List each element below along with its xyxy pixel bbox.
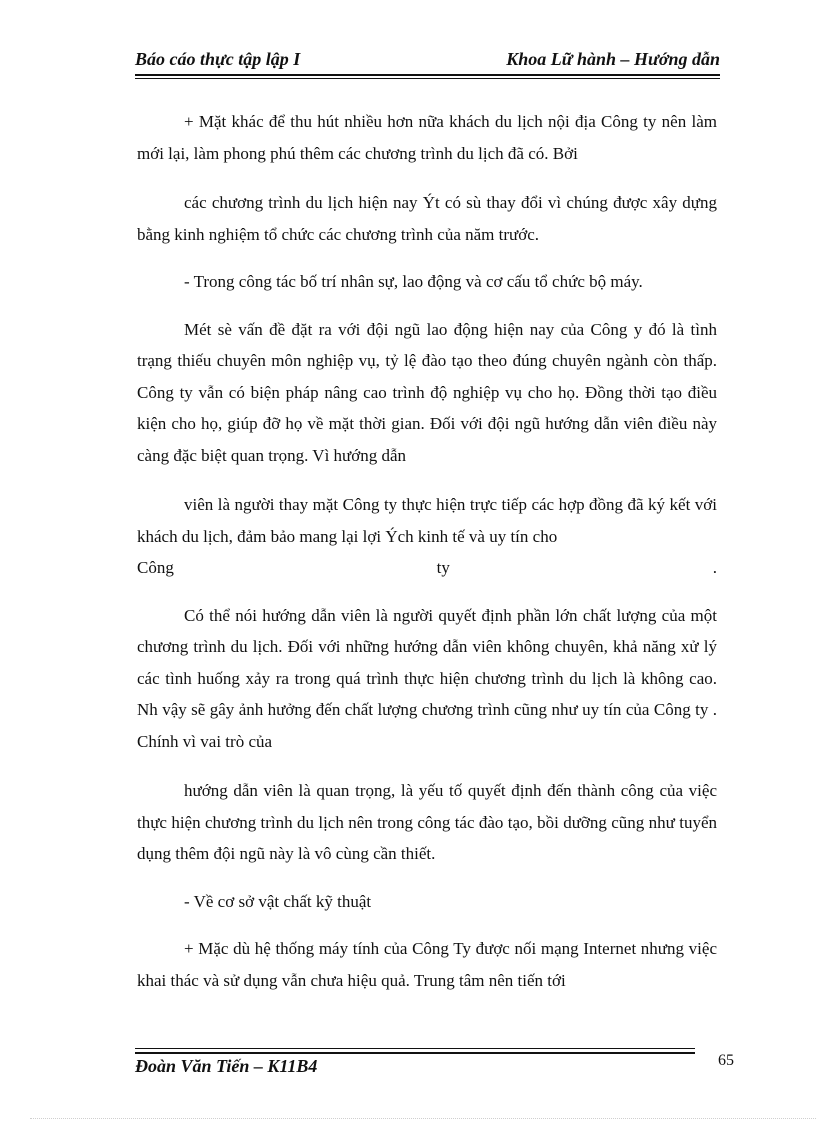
footer-author: Đoàn Văn Tiến – K11B4 xyxy=(135,1056,318,1076)
page-edge-divider xyxy=(30,1118,816,1120)
paragraph: các chương trình du lịch hiện nay Ýt có sù thay đổi vì chúng được xây dựng bằng kinh nghiệm tổ chức các chương trình của năm trước. xyxy=(137,193,717,244)
page-header xyxy=(135,49,720,73)
paragraph: hướng dẫn viên là quan trọng, là yếu tố quyết định đến thành công của việc thực hiện chương trình du lịch nên trong công tác đào tạo, bồi dưỡng cũng như tuyển dụng thêm đội ngũ này là vô cùng cần thiết. xyxy=(137,781,717,863)
paragraph: - Trong công tác bố trí nhân sự, lao động và cơ cấu tổ chức bộ máy. xyxy=(184,272,643,291)
paragraph: + Mặc dù hệ thống máy tính của Công Ty được nối mạng Internet nhưng việc khai thác và sử dụng vẫn chưa hiệu quả. Trung tâm nên tiến tới xyxy=(137,939,717,990)
paragraph: Có thể nói hướng dẫn viên là người quyết định phần lớn chất lượng của một chương trình du lịch. Đối với những hướng dẫn viên không chuyên, khả năng xử lý các tình huống xảy ra trong quá trình thực hiện chương trình du lịch là không cao. Nh vậy sẽ gây ảnh hưởng đến chất lượng chương trình cũng như uy tín của Công ty . Chính vì vai trò của xyxy=(137,605,717,751)
paragraph: - Về cơ sở vật chất kỹ thuật xyxy=(184,891,372,911)
paragraph: + Mặt khác để thu hút nhiều hơn nữa khách du lịch nội địa Công ty nên làm mới lại, làm phong phú thêm các chương trình du lịch đã có. Bởi xyxy=(137,112,717,163)
tail-word: ty xyxy=(436,558,450,577)
header-rule xyxy=(135,74,720,76)
header-report-title: Báo cáo thực tập lập I xyxy=(135,49,301,69)
footer-rule xyxy=(135,1052,695,1054)
document-body xyxy=(137,106,717,996)
paragraph: viên là người thay mặt Công ty thực hiện trực tiếp các hợp đồng đã ký kết với khách du lịch, đảm bảo mang lại lợi Ých kinh tế và uy tín cho xyxy=(137,495,717,546)
tail-word: . xyxy=(712,558,717,577)
footer-rule-thin xyxy=(135,1048,695,1049)
page-number: 65 xyxy=(718,1052,734,1069)
header-department: Khoa Lữ hành – Hướng dẫn xyxy=(506,49,720,69)
paragraph: Mét sè vấn đề đặt ra với đội ngũ lao động hiện nay của Công y đó là tình trạng thiếu chuyên môn nghiệp vụ, tỷ lệ đào tạo theo đúng chuyên ngành còn thấp. Công ty vẫn có biện pháp nâng cao trình độ nghiệp vụ cho họ. Đồng thời tạo điều kiện cho họ, giúp đỡ họ về mặt thời gian. Đối với đội ngũ hướng dẫn viên điều này càng đặc biệt quan trọng. Vì hướng dẫn xyxy=(137,319,717,465)
header-rule-thin xyxy=(135,78,720,79)
paragraph-tail xyxy=(137,552,717,584)
tail-word: Công xyxy=(137,558,174,577)
